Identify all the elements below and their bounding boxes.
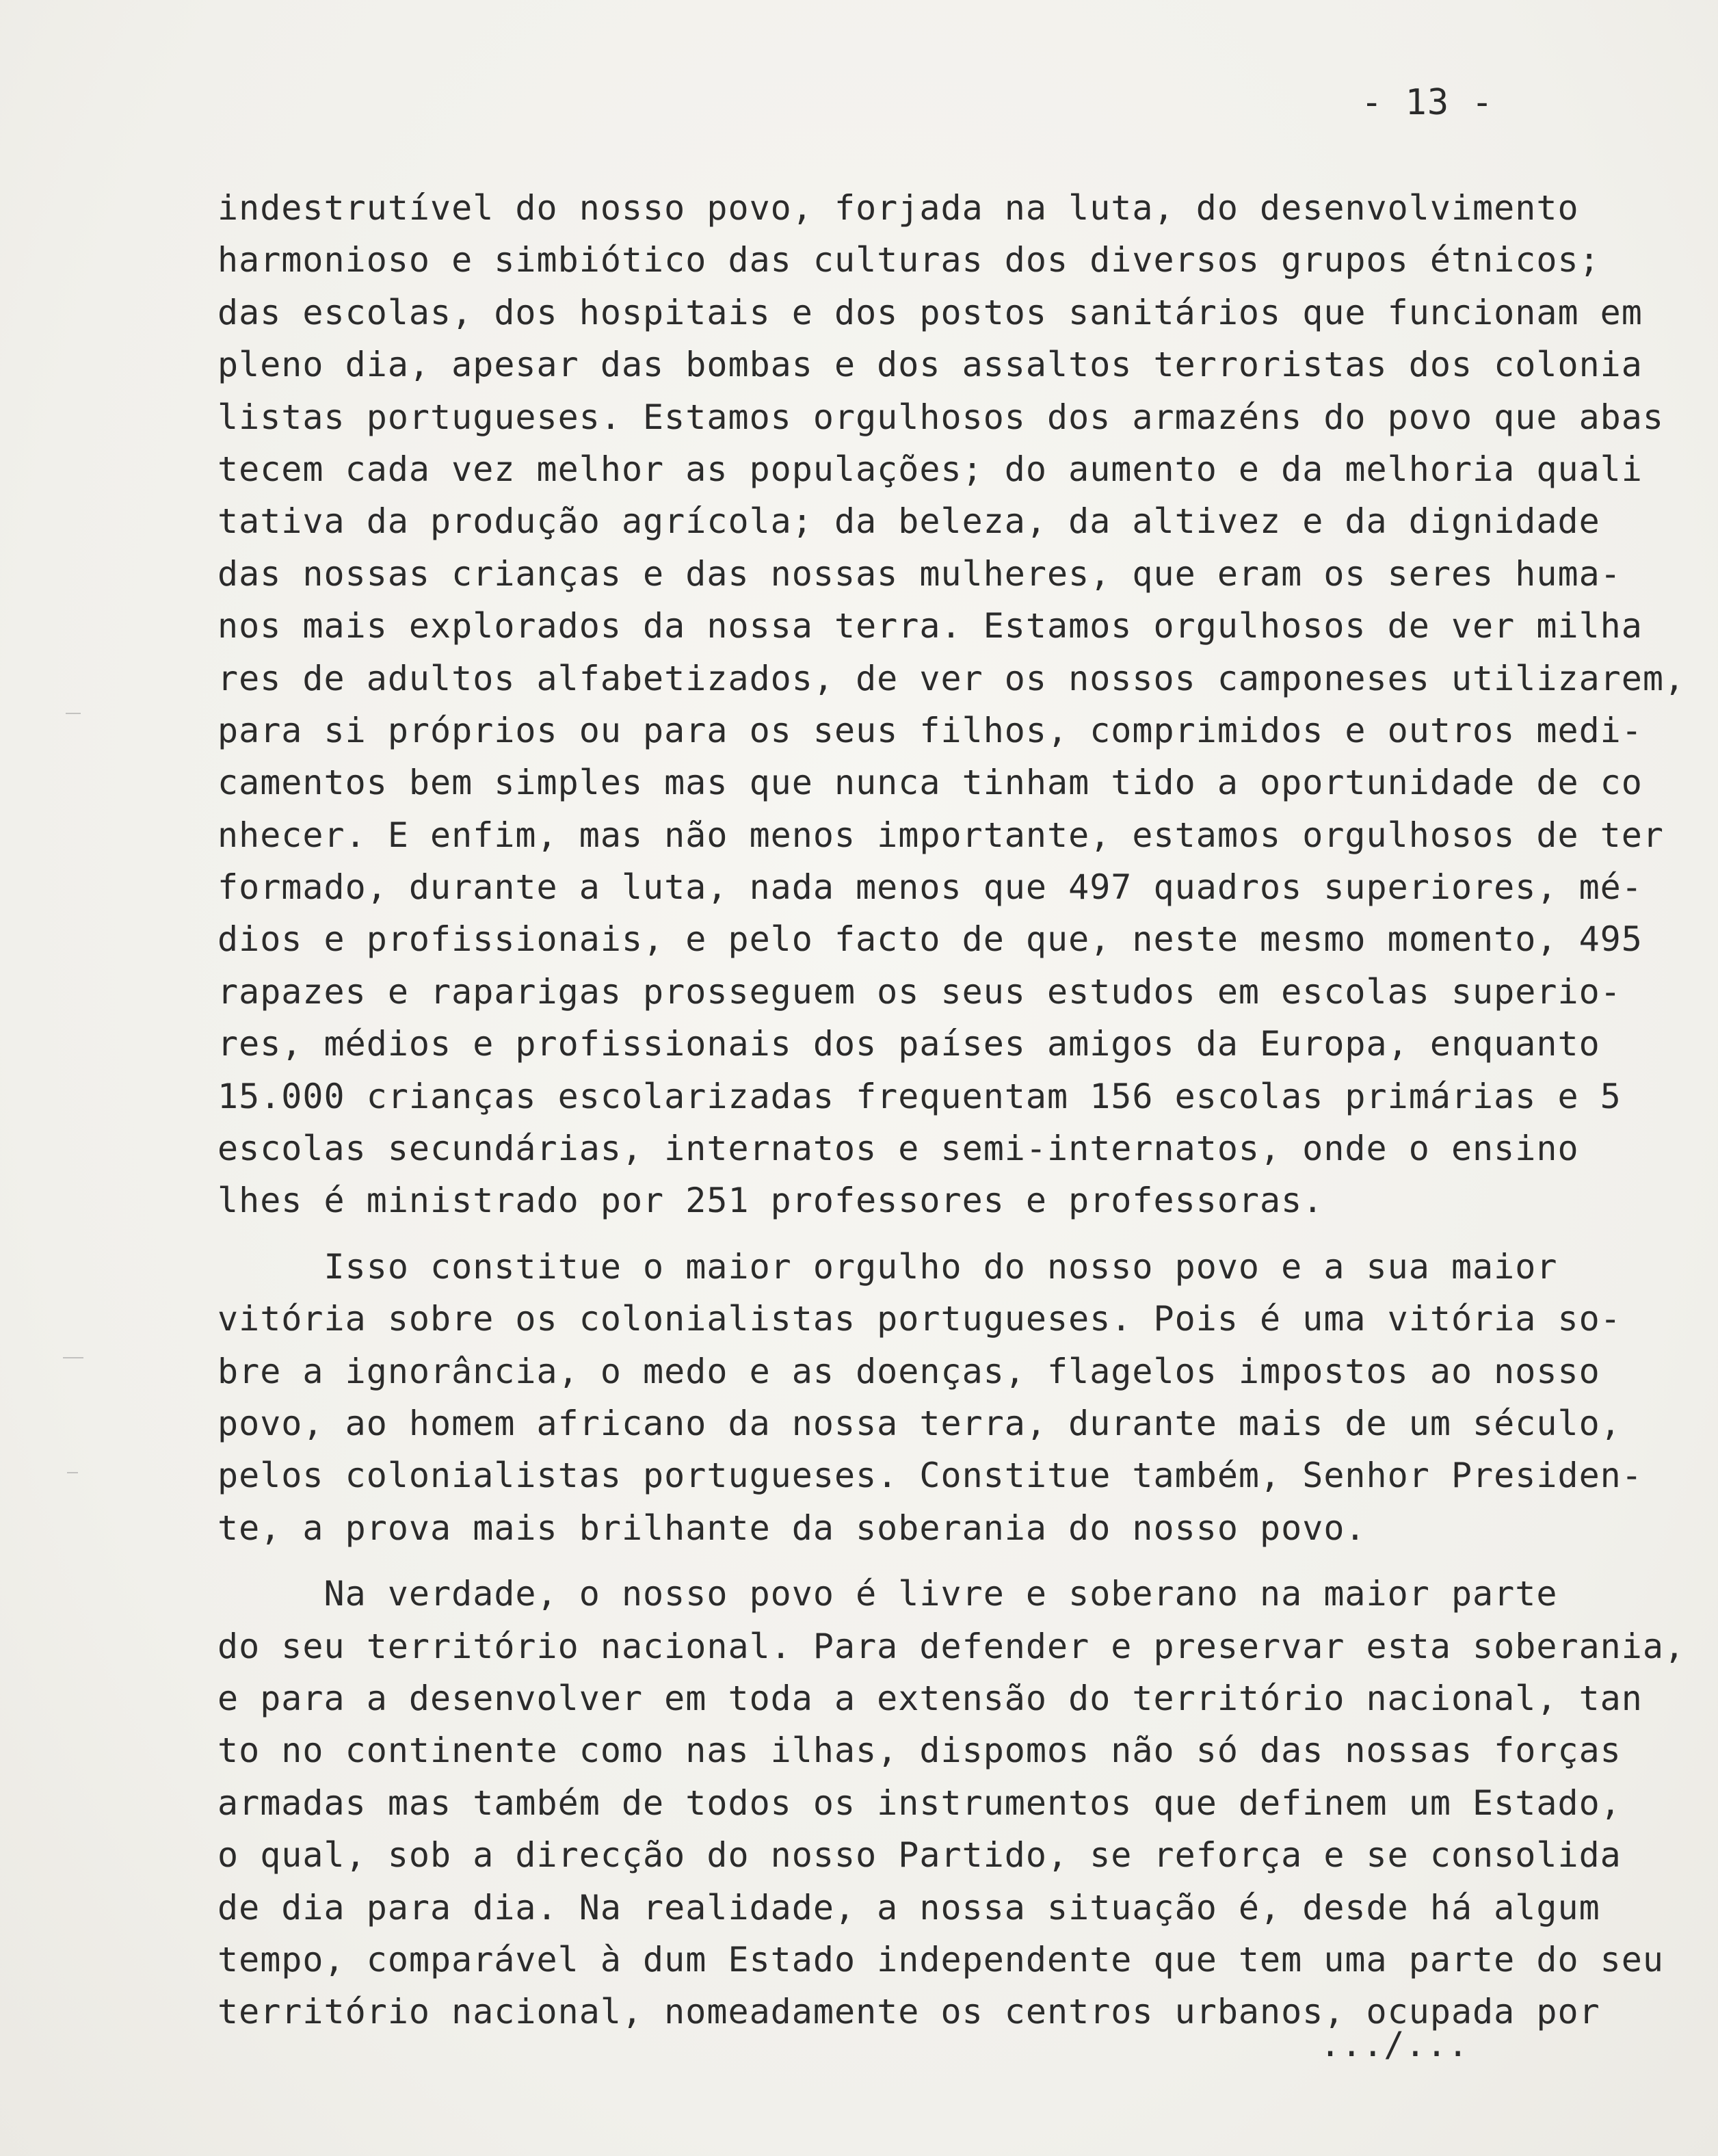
text-line: Isso constitue o maior orgulho do nosso povo e a sua maior bbox=[217, 1246, 1558, 1287]
text-line: indestrutível do nosso povo, forjada na luta, do desenvolvimento bbox=[217, 188, 1579, 228]
margin-speck bbox=[63, 1357, 83, 1358]
text-line: 15.000 crianças escolarizadas frequentam 156 escolas primárias e 5 bbox=[217, 1076, 1622, 1116]
text-line: camentos bem simples mas que nunca tinham tido a oportunidade de co bbox=[217, 763, 1643, 803]
text-line: harmonioso e simbiótico das culturas dos diversos grupos étnicos; bbox=[217, 240, 1600, 280]
text-line: dios e profissionais, e pelo facto de que, neste mesmo momento, 495 bbox=[217, 919, 1643, 960]
text-line: pleno dia, apesar das bombas e dos assaltos terroristas dos colonia bbox=[217, 345, 1643, 385]
page-number: - 13 - bbox=[1361, 82, 1494, 123]
text-line: das nossas crianças e das nossas mulheres, que eram os seres huma- bbox=[217, 553, 1622, 594]
text-line: para si próprios ou para os seus filhos, comprimidos e outros medi- bbox=[217, 710, 1643, 750]
text-line: das escolas, dos hospitais e dos postos sanitários que funcionam em bbox=[217, 292, 1643, 332]
text-line: lhes é ministrado por 251 professores e professoras. bbox=[217, 1181, 1324, 1221]
paragraph-3 bbox=[217, 1568, 1688, 2038]
text-line: res de adultos alfabetizados, de ver os nossos camponeses utilizarem, bbox=[217, 658, 1686, 698]
text-line: o qual, sob a direcção do nosso Partido, se reforça e se consolida bbox=[217, 1835, 1622, 1876]
text-line: nhecer. E enfim, mas não menos importante, estamos orgulhosos de ter bbox=[217, 815, 1664, 855]
text-line: pelos colonialistas portugueses. Constitue também, Senhor Presiden- bbox=[217, 1456, 1643, 1496]
continuation-mark: .../... bbox=[1320, 2025, 1469, 2064]
margin-speck bbox=[67, 1472, 78, 1473]
margin-speck bbox=[66, 713, 81, 714]
text-line: povo, ao homem africano da nossa terra, durante mais de um século, bbox=[217, 1403, 1622, 1443]
text-line: te, a prova mais brilhante da soberania do nosso povo. bbox=[217, 1508, 1366, 1548]
text-line: nos mais explorados da nossa terra. Estamos orgulhosos de ver milha bbox=[217, 606, 1643, 646]
text-line: tecem cada vez melhor as populações; do aumento e da melhoria quali bbox=[217, 449, 1643, 489]
text-line: listas portugueses. Estamos orgulhosos dos armazéns do povo que abas bbox=[217, 397, 1664, 437]
text-line: de dia para dia. Na realidade, a nossa situação é, desde há algum bbox=[217, 1887, 1600, 1928]
text-line: Na verdade, o nosso povo é livre e soberano na maior parte bbox=[217, 1574, 1558, 1614]
text-line: do seu território nacional. Para defender e preservar esta soberania, bbox=[217, 1626, 1686, 1666]
text-line: rapazes e raparigas prosseguem os seus estudos em escolas superio- bbox=[217, 971, 1622, 1012]
text-line: armadas mas também de todos os instrumentos que definem um Estado, bbox=[217, 1783, 1622, 1823]
text-line: res, médios e profissionais dos países amigos da Europa, enquanto bbox=[217, 1024, 1600, 1064]
paragraph-gap bbox=[217, 1227, 1688, 1241]
text-line: bre a ignorância, o medo e as doenças, flagelos impostos ao nosso bbox=[217, 1351, 1600, 1391]
paragraph-2 bbox=[217, 1241, 1688, 1554]
text-line: território nacional, nomeadamente os centros urbanos, ocupada por bbox=[217, 1992, 1600, 2032]
text-line: to no continente como nas ilhas, dispomos não só das nossas forças bbox=[217, 1731, 1622, 1771]
text-line: escolas secundárias, internatos e semi-internatos, onde o ensino bbox=[217, 1129, 1579, 1169]
paragraph-1 bbox=[217, 182, 1688, 1227]
body-text bbox=[217, 182, 1688, 2038]
text-line: formado, durante a luta, nada menos que 497 quadros superiores, mé- bbox=[217, 867, 1643, 908]
text-line: e para a desenvolver em toda a extensão do território nacional, tan bbox=[217, 1678, 1643, 1718]
paragraph-gap bbox=[217, 1554, 1688, 1568]
text-line: vitória sobre os colonialistas portugueses. Pois é uma vitória so- bbox=[217, 1299, 1622, 1339]
text-line: tativa da produção agrícola; da beleza, da altivez e da dignidade bbox=[217, 501, 1600, 542]
text-line: tempo, comparável à dum Estado independente que tem uma parte do seu bbox=[217, 1939, 1664, 1980]
